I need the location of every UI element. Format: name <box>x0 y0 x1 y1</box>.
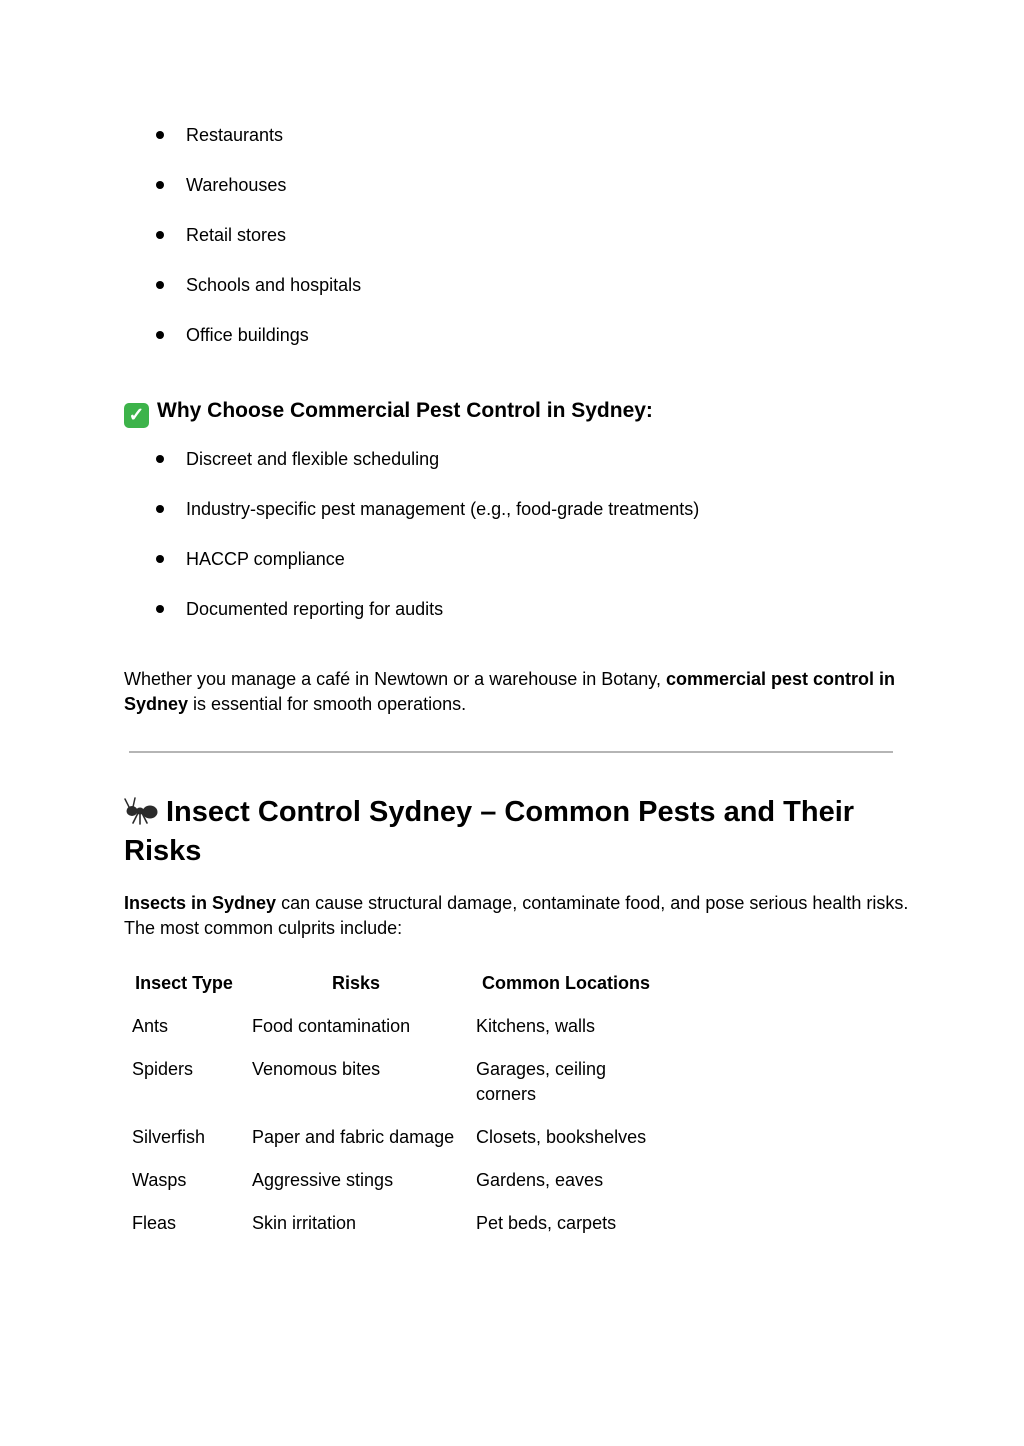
cell-location: Kitchens, walls <box>476 1016 596 1036</box>
check-mark-icon: ✓ <box>124 403 149 428</box>
why-choose-list <box>124 447 699 647</box>
cell-location: Closets, bookshelves <box>476 1127 647 1147</box>
cell-risk: Venomous bites <box>252 1059 381 1079</box>
list-item: Office buildings <box>124 323 361 373</box>
insect-table <box>124 967 664 1246</box>
cell-location: Pet beds, carpets <box>476 1213 617 1233</box>
bullet-icon <box>156 455 164 463</box>
list-item: Retail stores <box>124 223 361 273</box>
bullet-icon <box>156 131 164 139</box>
table-row <box>124 1160 664 1203</box>
commercial-paragraph: Whether you manage a café in Newtown or a warehouse in Botany, commercial pest control in Sydney is essential for smooth operations. <box>124 669 896 714</box>
table-row <box>124 1117 664 1160</box>
table-row <box>124 1006 664 1049</box>
table-row <box>124 1203 664 1246</box>
list-item: HACCP compliance <box>124 547 699 597</box>
horizontal-divider <box>129 751 893 753</box>
bullet-icon <box>156 181 164 189</box>
column-header-common-locations: Common Locations <box>481 973 650 993</box>
cell-location: Gardens, eaves <box>476 1170 604 1190</box>
list-item: Documented reporting for audits <box>124 597 699 647</box>
bullet-icon <box>156 231 164 239</box>
cell-risk: Skin irritation <box>252 1213 357 1233</box>
ant-icon <box>124 795 158 825</box>
business-types-list <box>124 123 361 373</box>
insects-intro-paragraph: Insects in Sydney can cause structural damage, contaminate food, and pose serious health risks. The most common culprits include: <box>124 893 909 938</box>
bullet-icon <box>156 331 164 339</box>
table-row <box>124 1049 664 1117</box>
cell-insect: Silverfish <box>132 1127 206 1147</box>
cell-risk: Paper and fabric damage <box>252 1127 455 1147</box>
list-item: Schools and hospitals <box>124 273 361 323</box>
bullet-icon <box>156 281 164 289</box>
bullet-icon <box>156 605 164 613</box>
cell-location: Garages, ceiling corners <box>476 1059 607 1104</box>
column-header-insect-type: Insect Type <box>135 973 233 993</box>
cell-risk: Food contamination <box>252 1016 411 1036</box>
table-header-row <box>124 967 664 1006</box>
why-choose-heading: ✓ Why Choose Commercial Pest Control in Sydney: <box>124 397 653 428</box>
list-item: Industry-specific pest management (e.g., food-grade treatments) <box>124 497 699 547</box>
list-item: Restaurants <box>124 123 361 173</box>
column-header-risks: Risks <box>331 973 381 993</box>
list-item: Warehouses <box>124 173 361 223</box>
bullet-icon <box>156 555 164 563</box>
cell-insect: Wasps <box>132 1170 187 1190</box>
cell-risk: Aggressive stings <box>252 1170 394 1190</box>
bullet-icon <box>156 505 164 513</box>
insect-control-heading: Insect Control Sydney – Common Pests and Their Risks <box>124 796 855 867</box>
list-item: Discreet and flexible scheduling <box>124 447 699 497</box>
cell-insect: Ants <box>132 1016 169 1036</box>
cell-insect: Spiders <box>132 1059 194 1079</box>
cell-insect: Fleas <box>132 1213 177 1233</box>
